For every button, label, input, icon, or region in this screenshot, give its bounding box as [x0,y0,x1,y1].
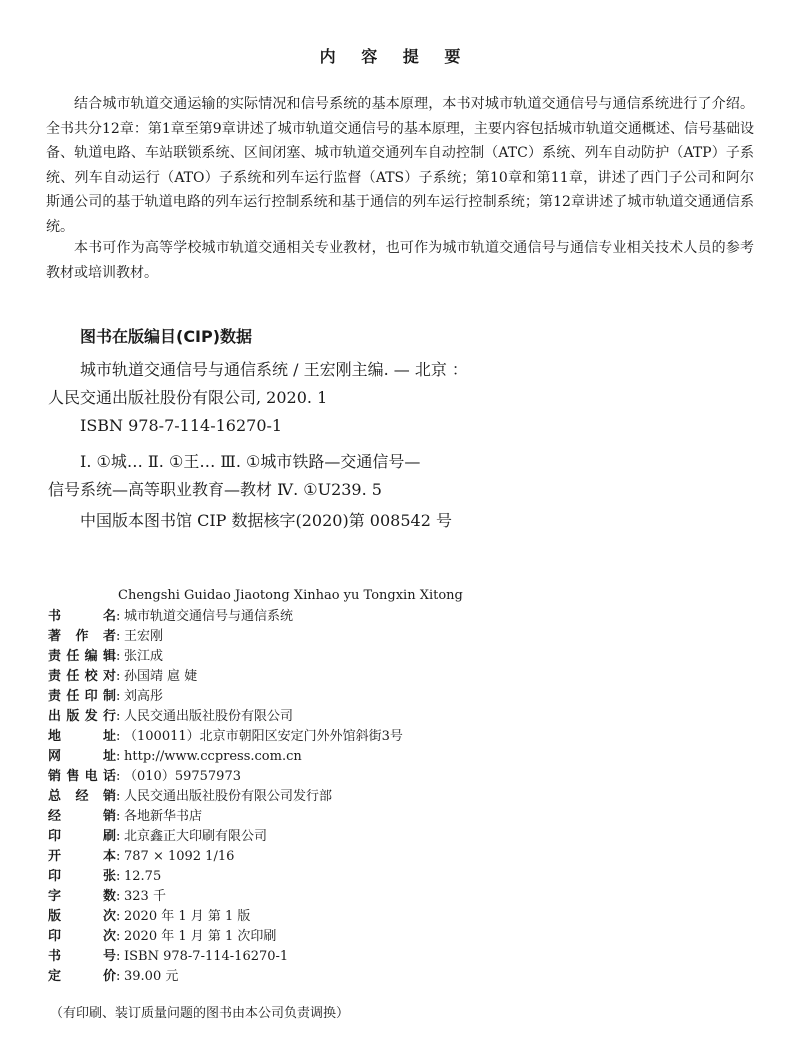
quality-note: （有印刷、装订质量问题的图书由本公司负责调换） [50,1006,350,1021]
spec-row-price: 定价: 39.00 元 [48,969,179,984]
spec-row-editor: 责任编辑: 张江成 [48,649,164,664]
spec-row-sheets: 印张: 12.75 [48,869,162,884]
spec-row-edition: 版次: 2020 年 1 月 第 1 版 [48,909,251,924]
spec-row-author: 著作者: 王宏刚 [48,629,164,644]
cip-line-4: Ⅰ. ①城… Ⅱ. ①王… Ⅲ. ①城市铁路—交通信号— [80,452,421,471]
cip-heading: 图书在版编目(CIP)数据 [80,327,253,346]
spec-row-format: 开本: 787 × 1092 1/16 [48,849,235,864]
spec-row-publisher: 出版发行: 人民交通出版社股份有限公司 [48,709,294,724]
spec-row-dealer: 经销: 各地新华书店 [48,809,203,824]
spec-row-printer: 印刷: 北京鑫正大印刷有限公司 [48,829,268,844]
spec-row-proofreader: 责任校对: 孙国靖 扈 婕 [48,669,198,684]
spec-row-phone: 销售电话: （010）59757973 [48,769,241,784]
spec-row-printing-supervisor: 责任印制: 刘高彤 [48,689,164,704]
cip-isbn: ISBN 978-7-114-16270-1 [80,416,283,435]
spec-row-title: 书名: 城市轨道交通信号与通信系统 [48,609,294,624]
spec-row-website: 网址: http://www.ccpress.com.cn [48,749,302,764]
cip-line-2: 人民交通出版社股份有限公司, 2020. 1 [48,388,328,407]
spec-row-impression: 印次: 2020 年 1 月 第 1 次印刷 [48,929,277,944]
cip-number: 中国版本图书馆 CIP 数据核字(2020)第 008542 号 [80,511,452,530]
spec-row-isbn: 书号: ISBN 978-7-114-16270-1 [48,949,289,964]
cip-line-5: 信号系统—高等职业教育—教材 Ⅳ. ①U239. 5 [48,480,382,499]
summary-paragraph-2: 本书可作为高等学校城市轨道交通相关专业教材，也可作为城市轨道交通信号与通信专业相关技术人员的参考教材或培训教材。 [46,240,754,281]
spec-row-word-count: 字数: 323 千 [48,889,166,904]
cip-line-1: 城市轨道交通信号与通信系统 / 王宏刚主编. — 北京 ： [80,360,468,379]
spec-row-address: 地址: （100011）北京市朝阳区安定门外外馆斜街3号 [48,729,403,744]
summary-title: 内 容 提 要 [319,47,471,66]
spec-row-distributor: 总经销: 人民交通出版社股份有限公司发行部 [48,789,333,804]
summary-paragraph-1: 结合城市轨道交通运输的实际情况和信号系统的基本原理，本书对城市轨道交通信号与通信系统进行了介绍。全书共分12章：第1章至第9章讲述了城市轨道交通信号的基本原理，主要内容包括城市轨道交通概述、信号基础设备、轨道电路、车站联锁系统、区间闭塞、城市轨道交通列车自动控制（ATC）系统、列车自动防护（ATP）子系统、列车自动运行（ATO）子系统和列车运行监督（ATS）子系统；第10章和第11章，讲述了西门子公司和阿尔斯通公司的基于轨道电路的列车运行控制系统和基于通信的列车运行控制系统；第12章讲述了城市轨道交通通信系统。 [46,96,754,235]
book-pinyin: Chengshi Guidao Jiaotong Xinhao yu Tongxin Xitong [118,588,463,603]
